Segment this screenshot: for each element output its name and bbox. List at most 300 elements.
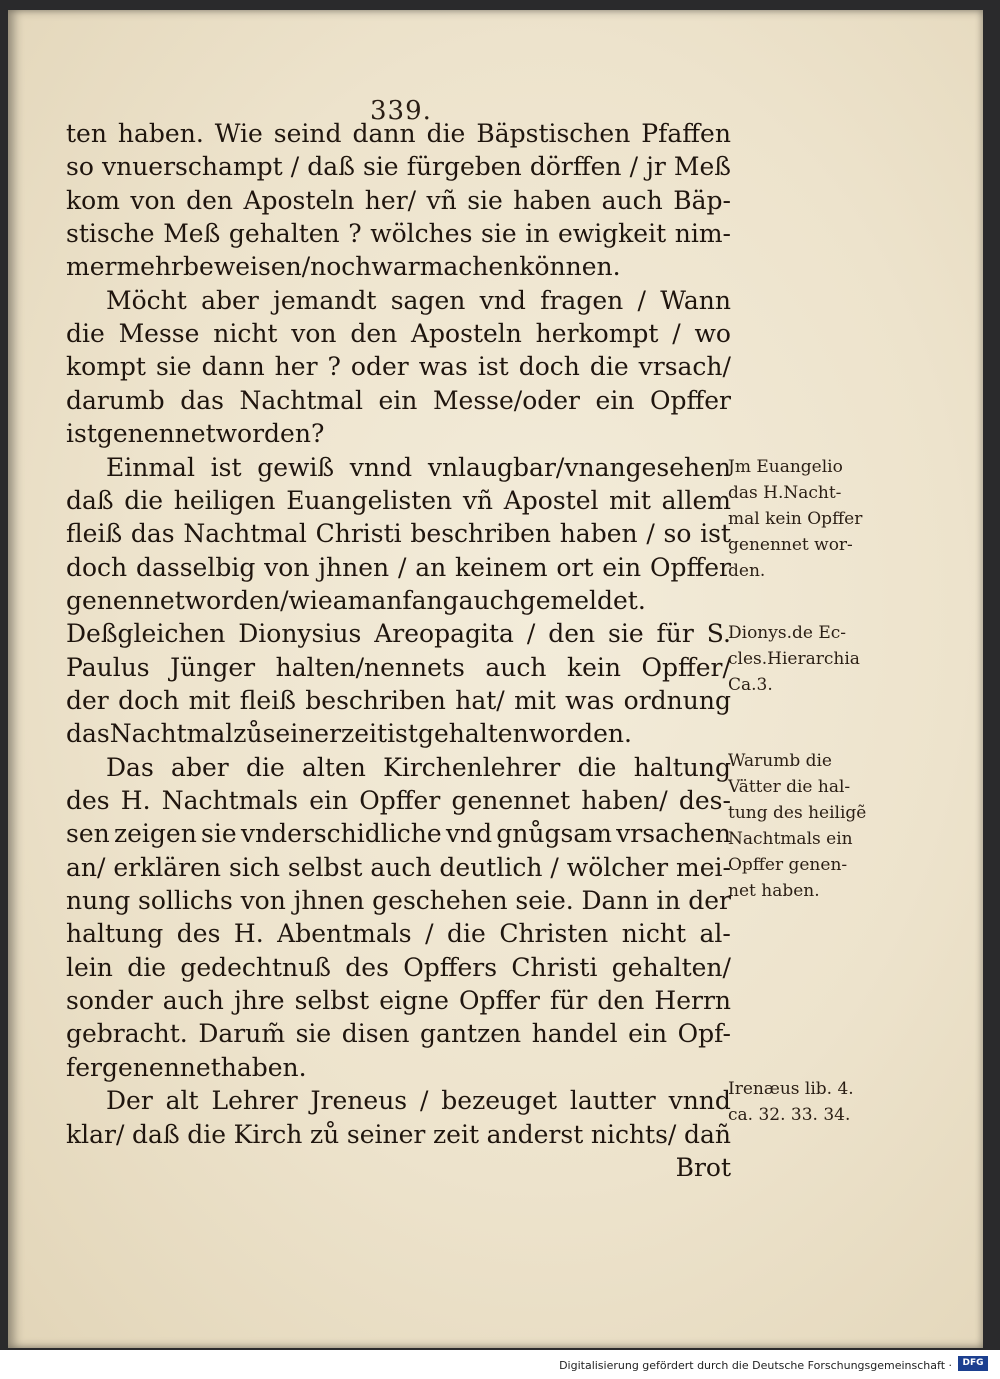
word: mermehr <box>66 252 184 282</box>
word: genennet <box>451 786 571 815</box>
word: handel <box>531 1019 618 1049</box>
word: hat/ <box>455 685 505 715</box>
word: an <box>415 552 447 582</box>
word: dann <box>201 352 265 382</box>
word: Christi <box>511 952 598 982</box>
word: geschehen <box>372 886 508 916</box>
word: / <box>290 152 300 182</box>
word: Deßgleichen <box>66 619 226 649</box>
word: fer <box>66 1052 102 1082</box>
word: gehalten/ <box>611 952 731 982</box>
word: Opf- <box>677 1019 731 1049</box>
word: selbst <box>294 986 370 1016</box>
word: haben. <box>117 119 204 148</box>
word: Opffer <box>458 986 540 1016</box>
word: lein <box>66 952 113 982</box>
word: von <box>291 319 337 349</box>
margin-note <box>728 454 893 584</box>
word: daß <box>66 485 114 515</box>
text-line <box>66 717 731 751</box>
word: beschriben <box>305 685 446 715</box>
margin-note-line: Jm Euangelio <box>728 457 843 477</box>
word: Jreneus <box>310 1086 408 1116</box>
word: mit <box>609 485 651 515</box>
word: vnd <box>445 819 493 849</box>
word: deutlich <box>439 852 543 882</box>
word: haben. <box>220 1052 307 1082</box>
text-line <box>66 417 731 451</box>
word: Bäpstischen <box>476 119 631 148</box>
word: ist <box>477 352 509 382</box>
word: sie <box>362 152 399 182</box>
word: Pfaffen <box>641 119 731 148</box>
word: sie <box>608 619 644 649</box>
word: Messe <box>118 319 200 349</box>
word: genennet <box>102 1052 221 1082</box>
word: haben <box>513 185 592 215</box>
word: Wann <box>660 285 731 315</box>
word: nim- <box>674 219 731 249</box>
word: wölches <box>370 219 473 249</box>
word: ten <box>66 119 107 148</box>
word: vrsachen <box>616 819 731 849</box>
text-line <box>66 1151 731 1185</box>
word: kom <box>66 185 120 215</box>
word: mit <box>188 685 231 715</box>
word: allem <box>661 485 731 515</box>
word: ist <box>387 719 418 749</box>
word: zů <box>233 719 263 749</box>
word: des- <box>678 786 731 815</box>
word: in <box>656 886 681 916</box>
margin-note-line: Warumb die <box>728 751 832 771</box>
word: zeit <box>341 719 388 749</box>
text-line <box>66 817 731 851</box>
word: Kirchenlehrer <box>383 752 561 782</box>
word: die <box>124 485 164 515</box>
word: der <box>688 886 731 916</box>
word: Areopagita <box>374 619 514 649</box>
word: jhnen <box>318 552 390 582</box>
word: her <box>274 352 318 382</box>
word: Paulus <box>66 652 150 682</box>
word: den <box>597 986 645 1016</box>
word: gedechtnuß <box>180 952 331 982</box>
margin-note-line: Dionys.de Ec- <box>728 623 847 643</box>
margin-note <box>728 1076 893 1128</box>
word: sie <box>481 219 517 249</box>
word: von <box>130 185 176 215</box>
word: die <box>245 752 285 782</box>
margin-note <box>728 620 893 698</box>
word: genennet <box>66 585 185 615</box>
margin-note-line: Ca.3. <box>728 675 773 695</box>
text-line <box>66 317 731 351</box>
text-line <box>66 617 731 651</box>
word: Aposteln <box>411 319 522 349</box>
word: Euangelisten <box>286 485 453 515</box>
word: wo <box>694 319 731 349</box>
text-line <box>66 384 731 418</box>
word: an/ <box>66 852 106 882</box>
word: worden <box>215 419 311 449</box>
text-line <box>66 517 731 551</box>
word: genennet <box>96 419 216 449</box>
word: ordnung <box>623 685 731 715</box>
word: / <box>646 519 655 549</box>
word: gewiß <box>257 452 335 482</box>
word: nung <box>66 886 131 916</box>
word: eigne <box>379 986 449 1016</box>
text-line <box>66 584 731 618</box>
word: her/ <box>364 185 417 215</box>
word: das <box>66 719 110 749</box>
word: jhnen <box>293 886 365 916</box>
word: beschriben <box>410 519 551 549</box>
word: in <box>525 219 550 249</box>
word: Christen <box>499 919 609 949</box>
word: ? <box>310 419 325 449</box>
word: oder <box>350 352 409 382</box>
word: doch <box>118 685 180 715</box>
word: Apostel <box>503 485 599 515</box>
word: Der <box>106 1086 153 1116</box>
word: auch <box>162 986 224 1016</box>
word: Nachtmal <box>183 519 307 549</box>
word: aber <box>201 285 259 315</box>
word: auch <box>601 185 663 215</box>
word: sie <box>155 352 192 382</box>
word: die <box>127 952 166 982</box>
text-line <box>66 250 731 284</box>
word: machen <box>419 252 520 282</box>
text-line <box>66 150 731 184</box>
margin-note-line: ca. 32. 33. 34. <box>728 1105 851 1125</box>
word: sich <box>229 852 280 882</box>
word: Opffer <box>649 552 731 582</box>
word: Meß <box>673 152 731 182</box>
margin-note-line: Nachtmals ein <box>728 829 853 849</box>
word: das <box>180 385 224 415</box>
word: die <box>447 919 486 949</box>
word: auch <box>485 652 547 682</box>
word: die <box>66 319 105 349</box>
word: die <box>426 119 466 148</box>
word: Opffer <box>649 385 731 415</box>
word: heiligen <box>173 485 276 515</box>
word: Nachtmals <box>161 786 299 815</box>
word: herkompt <box>535 319 659 349</box>
word: gemeldet. <box>519 585 646 615</box>
word: Lehrer <box>211 1086 298 1116</box>
word: ? <box>327 352 341 382</box>
word: vnd <box>479 285 526 315</box>
word: ort <box>556 552 594 582</box>
word: den <box>186 185 233 215</box>
word: Messe/oder <box>432 385 581 415</box>
word: alten <box>302 752 366 782</box>
word: Wie <box>214 119 263 148</box>
word: Dionysius <box>238 619 362 649</box>
word: darumb <box>66 385 165 415</box>
word: / <box>397 552 407 582</box>
word: H. <box>233 919 264 949</box>
word: halten/nennets <box>275 652 465 682</box>
word: ein <box>602 552 642 582</box>
word: ist <box>66 419 97 449</box>
word: was <box>418 352 468 382</box>
word: fleiß <box>239 685 296 715</box>
word: jhre <box>233 986 285 1016</box>
margin-note-line: tung des heiligẽ <box>728 803 867 823</box>
word: nichts/ <box>590 1119 677 1149</box>
word: ein <box>628 1019 668 1049</box>
word: mit <box>514 685 556 715</box>
margin-note-line: mal kein Opffer <box>728 509 863 529</box>
word: / <box>629 152 639 182</box>
word: haben/ <box>581 786 668 815</box>
word: noch <box>310 252 372 282</box>
text-line <box>66 451 731 485</box>
word: zeit <box>432 1119 479 1149</box>
margin-note-line: Irenæus lib. 4. <box>728 1079 854 1099</box>
word: Bäp- <box>673 185 731 215</box>
word: mei- <box>676 852 731 882</box>
word: vnderschidliche <box>240 819 442 849</box>
word: ein <box>309 786 349 815</box>
word: sonder <box>66 986 153 1016</box>
word: / <box>425 919 434 949</box>
text-line <box>66 1017 731 1051</box>
margin-note-line: genennet wor- <box>728 535 853 555</box>
word: keinem <box>455 552 548 582</box>
word: klar/ <box>66 1119 125 1149</box>
word: des <box>66 786 110 815</box>
word: zů <box>310 1119 340 1149</box>
text-line <box>66 884 731 918</box>
word: so <box>66 152 94 182</box>
footer-bar <box>0 1350 1000 1379</box>
text-line <box>66 917 731 951</box>
word: gebracht. <box>66 1019 188 1049</box>
word: die <box>577 752 617 782</box>
word: haltung <box>633 752 731 782</box>
text-line <box>66 984 731 1018</box>
word: den <box>350 319 398 349</box>
dfg-logo: DFG <box>958 1356 988 1371</box>
word: kompt <box>66 352 146 382</box>
word: worden <box>184 585 281 615</box>
text-line <box>66 684 731 718</box>
word: ein <box>595 385 635 415</box>
word: wölcher <box>566 852 669 882</box>
word: seiner <box>346 1119 426 1149</box>
text-line <box>66 1084 731 1118</box>
word: nicht <box>621 919 687 949</box>
word: doch <box>518 352 580 382</box>
word: der <box>66 685 109 715</box>
word: dañ <box>683 1119 731 1149</box>
text-line <box>66 551 731 585</box>
word: seind <box>273 119 342 148</box>
word: Opffer <box>359 786 441 815</box>
word: aber <box>171 752 229 782</box>
word: haltung <box>66 919 164 949</box>
word: für <box>550 986 588 1016</box>
word: selbst <box>287 852 363 882</box>
word: / <box>526 619 536 649</box>
word: Brot <box>675 1152 731 1182</box>
text-line <box>66 1051 731 1085</box>
margin-note-line: Vätter die hal- <box>728 777 851 797</box>
word: alt <box>165 1086 199 1116</box>
word: / <box>637 285 646 315</box>
word: das <box>130 519 175 549</box>
word: können. <box>519 252 621 282</box>
word: al- <box>699 919 731 949</box>
text-line <box>66 651 731 685</box>
word: daß <box>132 1119 180 1149</box>
word: gehalten <box>417 719 529 749</box>
word: ist <box>700 519 731 549</box>
word: disen <box>341 1019 410 1049</box>
word: ein <box>378 385 418 415</box>
word: vnnd <box>668 1086 731 1116</box>
page-number: 339. <box>370 96 432 126</box>
text-line <box>66 851 731 885</box>
word: wie <box>288 585 333 615</box>
word: Herrn <box>654 986 731 1016</box>
margin-note <box>728 748 893 904</box>
word: des <box>345 952 389 982</box>
word: von <box>264 552 310 582</box>
word: jemandt <box>273 285 377 315</box>
footer-credit-text: Digitalisierung gefördert durch die Deutsche Forschungsgemeinschaft · <box>559 1359 952 1372</box>
word: seiner <box>262 719 342 749</box>
word: des <box>176 919 221 949</box>
word: Einmal <box>106 452 195 482</box>
text-line <box>66 217 731 251</box>
word: sie <box>295 1019 332 1049</box>
word: bezeuget <box>441 1086 558 1116</box>
word: den <box>548 619 596 649</box>
word: für <box>656 619 694 649</box>
word: sen <box>66 819 110 849</box>
word: vrsach/ <box>638 352 731 382</box>
text-line <box>66 284 731 318</box>
word: Meß <box>163 219 221 249</box>
word: dann <box>352 119 416 148</box>
margin-note-line: das H.Nacht- <box>728 483 842 503</box>
word: nicht <box>213 319 278 349</box>
word: vnlaugbar/vnangesehen <box>427 452 731 482</box>
margin-note-line: net haben. <box>728 881 820 901</box>
word: / <box>280 585 289 615</box>
word: fleiß <box>66 519 123 549</box>
text-line <box>66 784 731 818</box>
word: beweisen/ <box>183 252 311 282</box>
word: war <box>371 252 420 282</box>
word: was <box>565 685 615 715</box>
word: anfang <box>371 585 459 615</box>
word: fürgeben <box>406 152 522 182</box>
word: Aposteln <box>243 185 355 215</box>
word: anderst <box>486 1119 584 1149</box>
word: vnuerschampt <box>101 152 283 182</box>
word: Nachtmal <box>109 719 234 749</box>
word: Christi <box>315 519 402 549</box>
book-page <box>8 10 983 1348</box>
text-line <box>66 184 731 218</box>
word: die <box>589 352 629 382</box>
word: jr <box>646 152 666 182</box>
word: Opffer/ <box>641 652 731 682</box>
word: fragen <box>540 285 624 315</box>
word: Nachtmal <box>239 385 363 415</box>
word: Dann <box>581 886 649 916</box>
text-line <box>66 1118 731 1152</box>
word: H. <box>120 786 151 815</box>
word: stische <box>66 219 155 249</box>
word: Möcht <box>106 285 187 315</box>
word: dörffen <box>529 152 622 182</box>
word: vnnd <box>349 452 413 482</box>
word: seie. <box>515 886 574 916</box>
word: vñ <box>426 185 457 215</box>
word: Kirch <box>233 1119 303 1149</box>
word: Das <box>106 752 154 782</box>
word: so <box>663 519 692 549</box>
word: doch <box>66 552 128 582</box>
word: daß <box>307 152 355 182</box>
word: gnůgsam <box>496 819 612 849</box>
word: zeigen <box>113 819 197 849</box>
word: ist <box>210 452 242 482</box>
text-line <box>66 951 731 985</box>
word: sie <box>467 185 503 215</box>
text-line <box>66 751 731 785</box>
word: worden. <box>528 719 632 749</box>
word: gehalten <box>228 219 340 249</box>
word: auch <box>370 852 432 882</box>
word: ewigkeit <box>557 219 667 249</box>
word: von <box>240 886 286 916</box>
word: sie <box>201 819 237 849</box>
word: sollichs <box>138 886 233 916</box>
margin-note-line: den. <box>728 561 766 581</box>
word: erklären <box>113 852 222 882</box>
word: vñ <box>462 485 494 515</box>
word: / <box>420 1086 429 1116</box>
margin-note-line: Opffer genen- <box>728 855 848 875</box>
word: Abentmals <box>277 919 412 949</box>
margin-note-line: cles.Hierarchia <box>728 649 860 669</box>
word: kein <box>566 652 621 682</box>
word: haben <box>559 519 638 549</box>
word: / <box>672 319 681 349</box>
word: sagen <box>390 285 466 315</box>
word: die <box>187 1119 227 1149</box>
word: S. <box>706 619 731 649</box>
word: auch <box>458 585 520 615</box>
word: ? <box>348 219 362 249</box>
word: gantzen <box>420 1019 522 1049</box>
text-line <box>66 350 731 384</box>
word: Jünger <box>170 652 256 682</box>
word: am <box>332 585 372 615</box>
text-line <box>66 484 731 518</box>
word: / <box>550 852 559 882</box>
